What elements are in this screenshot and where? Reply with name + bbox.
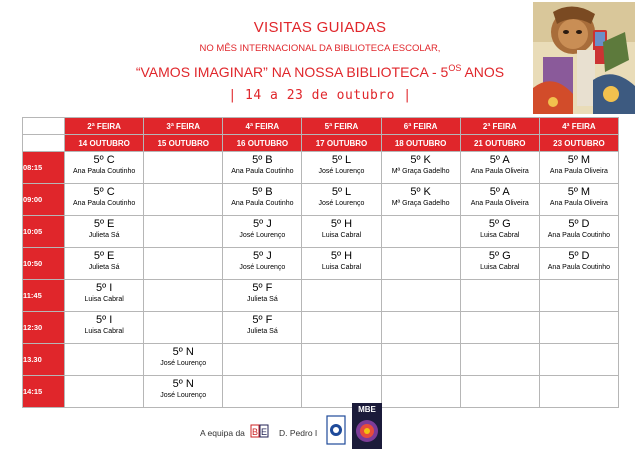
- schedule-cell: [144, 280, 223, 312]
- column-date: 18 OUTUBRO: [381, 135, 460, 152]
- motto-superscript: OS: [448, 63, 462, 73]
- class-label: 5º J: [253, 218, 272, 230]
- schedule-cell: [65, 280, 144, 312]
- schedule-cell: [144, 216, 223, 248]
- schedule-cell: [65, 344, 144, 376]
- teacher-name: Luisa Cabral: [84, 328, 124, 335]
- teacher-name: Luisa Cabral: [321, 264, 362, 271]
- column-day: 2ª FEIRA: [65, 118, 144, 135]
- class-label: 5º C: [93, 186, 115, 198]
- table-row: [23, 312, 619, 344]
- schedule-cell: [381, 152, 460, 184]
- class-label: 5º A: [489, 154, 510, 166]
- teacher-name: Luisa Cabral: [480, 232, 520, 239]
- schedule-cell: [539, 344, 618, 376]
- schedule-cell: [302, 184, 381, 216]
- schedule-cell: [65, 184, 144, 216]
- table-row: [23, 248, 619, 280]
- page-title: VISITAS GUIADAS: [253, 19, 387, 36]
- teacher-name: Julieta Sá: [88, 232, 120, 239]
- schedule-cell: [539, 280, 618, 312]
- teacher-name: Julieta Sá: [247, 296, 278, 303]
- teacher-name: Ana Paula Coutinho: [72, 168, 136, 175]
- column-day: 5ª FEIRA: [302, 118, 381, 135]
- table-row: [23, 152, 619, 184]
- svg-text:MBE: MBE: [358, 405, 376, 414]
- teacher-name: Ana Paula Oliveira: [470, 200, 529, 207]
- teacher-name: Ana Paula Coutinho: [231, 200, 294, 207]
- schedule-cell: [65, 152, 144, 184]
- column-day: 4ª FEIRA: [539, 118, 618, 135]
- schedule-cell: [302, 248, 381, 280]
- teacher-name: Julieta Sá: [247, 328, 278, 335]
- class-label: 5º D: [568, 218, 590, 230]
- teacher-name: José Lourenço: [318, 200, 365, 207]
- mbe-logo: [352, 403, 382, 449]
- schedule-cell: [460, 248, 539, 280]
- column-date: 21 OUTUBRO: [460, 135, 539, 152]
- schedule-cell: [302, 280, 381, 312]
- column-date: 23 OUTUBRO: [539, 135, 618, 152]
- schedule-cell: [144, 184, 223, 216]
- schedule-cell: [65, 248, 144, 280]
- teacher-name: José Lourenço: [239, 232, 286, 239]
- column-day: 3ª FEIRA: [144, 118, 223, 135]
- class-label: 5º H: [330, 218, 353, 230]
- schedule-cell: [302, 152, 381, 184]
- page-subtitle: NO MÊS INTERNACIONAL DA BIBLIOTECA ESCOLAR,: [199, 43, 441, 54]
- school-logo: [326, 415, 346, 445]
- schedule-cell: [460, 152, 539, 184]
- table-row: [23, 344, 619, 376]
- time-slot: 10:50: [23, 248, 65, 280]
- motto-text: “VAMOS IMAGINAR” NA NOSSA BIBLIOTECA - 5: [135, 64, 449, 80]
- schedule-cell: [65, 312, 144, 344]
- teacher-name: Julieta Sá: [88, 264, 120, 271]
- teacher-name: Ana Paula Coutinho: [231, 168, 294, 175]
- time-slot: 14:15: [23, 376, 65, 408]
- class-label: 5º F: [252, 314, 273, 326]
- time-slot: 09:00: [23, 184, 65, 216]
- teacher-name: Ana Paula Oliveira: [549, 168, 608, 175]
- class-label: 5º F: [252, 282, 273, 294]
- class-label: 5º B: [252, 154, 273, 166]
- class-label: 5º N: [172, 346, 194, 358]
- schedule-cell: [539, 216, 618, 248]
- schedule-cell: [302, 312, 381, 344]
- class-label: 5º J: [253, 250, 272, 262]
- schedule-cell: [144, 248, 223, 280]
- svg-text:E: E: [261, 427, 268, 437]
- teacher-name: Ana Paula Coutinho: [547, 232, 611, 239]
- teacher-name: Ana Paula Oliveira: [470, 168, 529, 175]
- column-date: 14 OUTUBRO: [65, 135, 144, 152]
- corner-cell: [23, 135, 65, 152]
- class-label: 5º K: [410, 186, 431, 198]
- class-label: 5º H: [330, 250, 353, 262]
- svg-text:B: B: [252, 427, 259, 437]
- be-logo: [250, 423, 270, 439]
- teacher-name: Luisa Cabral: [480, 264, 520, 271]
- class-label: 5º G: [488, 218, 511, 230]
- corner-cell: [23, 118, 65, 135]
- time-slot: 13.30: [23, 344, 65, 376]
- schedule-cell: [223, 152, 302, 184]
- table-row: [23, 184, 619, 216]
- class-label: 5º M: [567, 154, 591, 166]
- schedule-cell: [144, 344, 223, 376]
- class-label: 5º N: [172, 378, 194, 390]
- class-label: 5º L: [331, 186, 352, 198]
- header-row-dates: [23, 135, 619, 152]
- schedule-cell: [381, 248, 460, 280]
- class-label: 5º E: [93, 250, 115, 262]
- footer-prefix: A equipa da: [200, 428, 245, 438]
- schedule-cell: [539, 184, 618, 216]
- schedule-cell: [539, 248, 618, 280]
- class-label: 5º K: [410, 154, 431, 166]
- schedule-cell: [223, 280, 302, 312]
- schedule-cell: [381, 184, 460, 216]
- teacher-name: Luisa Cabral: [84, 296, 124, 303]
- teacher-name: Ana Paula Oliveira: [549, 200, 608, 207]
- class-label: 5º E: [93, 218, 115, 230]
- teacher-name: Ana Paula Coutinho: [547, 264, 611, 271]
- schedule-cell: [65, 216, 144, 248]
- schedule-cell: [144, 152, 223, 184]
- class-label: 5º D: [568, 250, 590, 262]
- table-row: [23, 280, 619, 312]
- class-label: 5º G: [488, 250, 511, 262]
- class-label: 5º M: [567, 186, 591, 198]
- column-day: 6ª FEIRA: [381, 118, 460, 135]
- class-label: 5º B: [252, 186, 273, 198]
- schedule-cell: [302, 216, 381, 248]
- schedule-cell: [460, 184, 539, 216]
- schedule-cell: [460, 216, 539, 248]
- class-label: 5º L: [331, 154, 352, 166]
- schedule-cell: [223, 216, 302, 248]
- column-date: 15 OUTUBRO: [144, 135, 223, 152]
- schedule-cell: [381, 280, 460, 312]
- schedule-cell: [381, 344, 460, 376]
- class-label: 5º C: [93, 154, 115, 166]
- schedule-cell: [381, 312, 460, 344]
- schedule-cell: [223, 248, 302, 280]
- schedule-cell: [223, 344, 302, 376]
- schedule-cell: [460, 280, 539, 312]
- teacher-name: Mª Graça Gadelho: [391, 200, 450, 207]
- teacher-name: Mª Graça Gadelho: [391, 168, 450, 175]
- schedule-cell: [223, 312, 302, 344]
- teacher-name: José Lourenço: [239, 264, 286, 271]
- column-day: 4ª FEIRA: [223, 118, 302, 135]
- teacher-name: Luisa Cabral: [321, 232, 362, 239]
- teacher-name: José Lourenço: [160, 392, 207, 399]
- header-row-days: [23, 118, 619, 135]
- teacher-name: José Lourenço: [318, 168, 365, 175]
- table-row: [23, 216, 619, 248]
- schedule-table: [22, 117, 619, 408]
- class-label: 5º I: [96, 314, 113, 326]
- column-day: 2ª FEIRA: [460, 118, 539, 135]
- time-slot: 12:30: [23, 312, 65, 344]
- footer-school: D. Pedro I: [279, 428, 318, 438]
- class-label: 5º A: [489, 186, 510, 198]
- column-date: 17 OUTUBRO: [302, 135, 381, 152]
- schedule-cell: [302, 344, 381, 376]
- time-slot: 10:05: [23, 216, 65, 248]
- schedule-cell: [144, 312, 223, 344]
- teacher-name: José Lourenço: [160, 360, 207, 367]
- schedule-cell: [460, 312, 539, 344]
- schedule-cell: [539, 152, 618, 184]
- column-date: 16 OUTUBRO: [223, 135, 302, 152]
- teacher-name: Ana Paula Coutinho: [72, 200, 136, 207]
- illustration-image: [533, 2, 635, 114]
- time-slot: 08:15: [23, 152, 65, 184]
- date-range: | 14 a 23 de outubro |: [228, 88, 412, 103]
- schedule-cell: [381, 216, 460, 248]
- schedule-cell: [539, 312, 618, 344]
- schedule-cell: [460, 344, 539, 376]
- schedule-cell: [223, 184, 302, 216]
- motto-end: ANOS: [461, 64, 505, 80]
- time-slot: 11:45: [23, 280, 65, 312]
- class-label: 5º I: [96, 282, 113, 294]
- footer: [0, 400, 640, 450]
